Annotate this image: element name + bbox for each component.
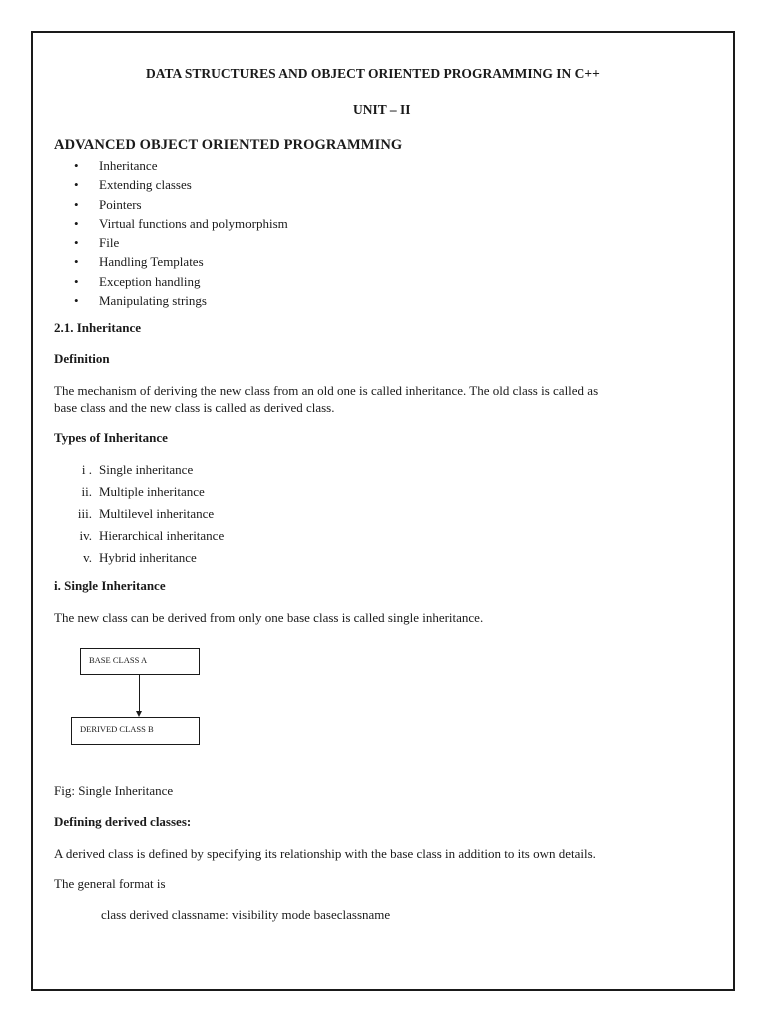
bullet-icon: • xyxy=(74,215,79,231)
inheritance-arrow-line xyxy=(139,674,140,714)
main-heading: ADVANCED OBJECT ORIENTED PROGRAMMING xyxy=(54,137,403,153)
syntax-line: class derived classname: visibility mode baseclassname xyxy=(101,907,391,922)
section-heading-inheritance: 2.1. Inheritance xyxy=(54,320,142,335)
list-item: v. Hybrid inheritance xyxy=(83,550,197,565)
single-inheritance-heading: i. Single Inheritance xyxy=(54,578,166,593)
unit-title: UNIT – II xyxy=(353,102,411,117)
list-item: • Pointers xyxy=(74,196,142,212)
defining-derived-heading: Defining derived classes: xyxy=(54,814,192,829)
list-item: i . Single inheritance xyxy=(81,462,194,477)
list-item: ii. Multiple inheritance xyxy=(81,484,205,499)
definition-text-line2: base class and the new class is called as derived class. xyxy=(54,400,335,415)
single-inheritance-text: The new class can be derived from only one base class is called single inheritance. xyxy=(54,610,484,625)
types-heading: Types of Inheritance xyxy=(54,430,168,445)
bullet-icon: • xyxy=(74,273,79,289)
list-item: • Virtual functions and polymorphism xyxy=(74,215,288,231)
inheritance-types-list xyxy=(62,460,224,570)
definition-heading: Definition xyxy=(54,351,110,366)
definition-text-line1: The mechanism of deriving the new class from an old one is called inheritance. The old class is called as xyxy=(54,383,599,398)
list-item: iii. Multilevel inheritance xyxy=(77,506,215,521)
list-item: • File xyxy=(74,235,120,251)
figure-caption: Fig: Single Inheritance xyxy=(54,783,174,798)
list-item: iv. Hierarchical inheritance xyxy=(79,528,225,543)
bullet-icon: • xyxy=(74,196,79,212)
list-item: • Handling Templates xyxy=(74,254,204,270)
derived-class-box: DERIVED CLASS B xyxy=(71,717,200,745)
bullet-icon: • xyxy=(74,235,79,251)
bullet-icon: • xyxy=(74,177,79,193)
list-item: • Extending classes xyxy=(74,177,192,193)
topic-list xyxy=(74,156,288,310)
list-item: • Manipulating strings xyxy=(74,293,207,309)
base-class-box: BASE CLASS A xyxy=(80,648,200,675)
bullet-icon: • xyxy=(74,254,79,270)
bullet-icon: • xyxy=(74,158,79,173)
bullet-icon: • xyxy=(74,293,79,309)
document-title: DATA STRUCTURES AND OBJECT ORIENTED PROGRAMMING IN C++ xyxy=(146,66,600,81)
list-item: • Inheritance xyxy=(74,158,158,173)
defining-derived-text: A derived class is defined by specifying its relationship with the base class in addition to its own details. xyxy=(54,846,596,861)
format-intro-text: The general format is xyxy=(54,876,166,891)
list-item: • Exception handling xyxy=(74,273,201,289)
